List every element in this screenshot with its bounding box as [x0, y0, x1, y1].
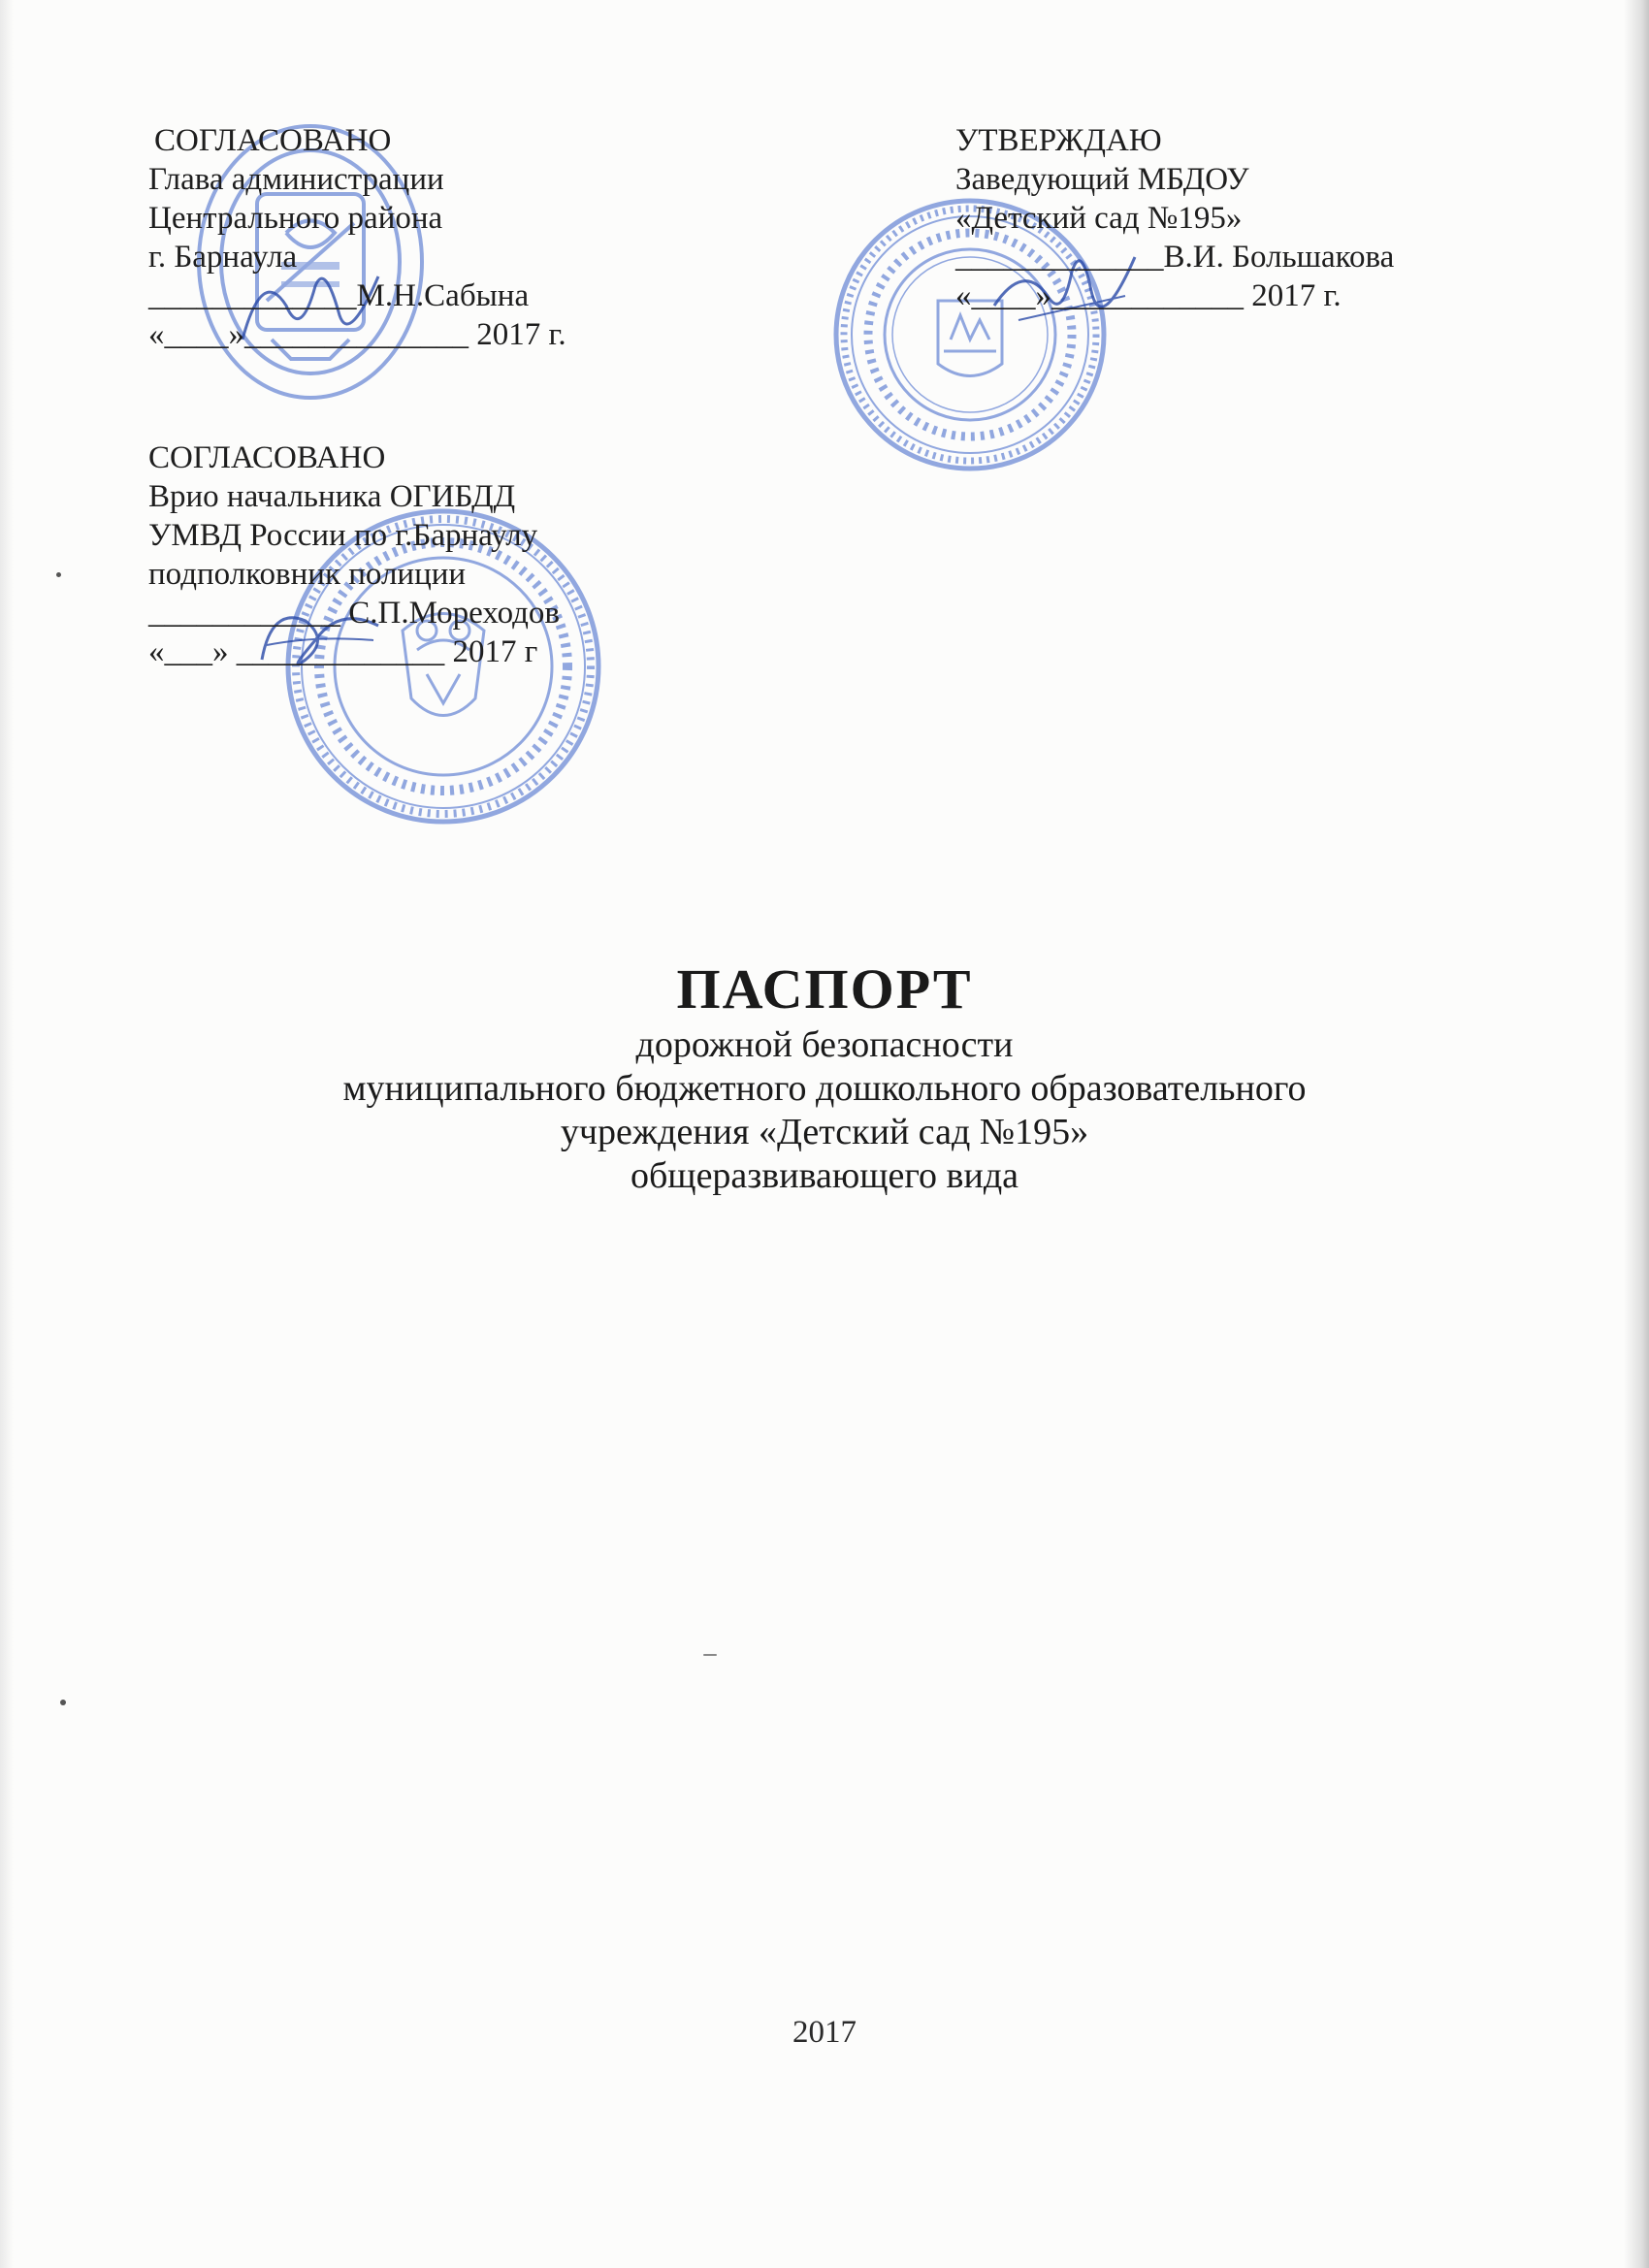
approval-signature-line: ____________ С.П.Мореходов — [148, 596, 560, 631]
approval-block-traffic-police — [148, 438, 560, 671]
approval-block-administration — [148, 121, 566, 354]
scan-speck — [60, 1700, 66, 1705]
document-year: 2017 — [792, 2015, 857, 2050]
approval-position: г. Барнаула — [148, 240, 298, 275]
approval-heading: СОГЛАСОВАНО — [148, 440, 386, 475]
approval-date-line: «____»______________ 2017 г. — [148, 317, 566, 352]
document-title: ПАСПОРТ — [676, 957, 973, 1021]
approval-heading: СОГЛАСОВАНО — [154, 123, 392, 158]
approval-position: УМВД России по г.Барнаулу — [148, 518, 538, 553]
document-subtitle: дорожной безопасности — [635, 1024, 1014, 1065]
approval-signature-line: _____________В.И. Большакова — [955, 240, 1395, 275]
approval-position: Центрального района — [148, 201, 443, 236]
document-title-block — [0, 956, 1649, 1198]
approval-date-line: «____»____________ 2017 г. — [955, 278, 1342, 313]
approval-position: Глава администрации — [148, 162, 444, 197]
approval-signature-line: _____________М.Н.Сабына — [148, 278, 530, 313]
approval-position: «Детский сад №195» — [955, 201, 1243, 236]
approval-position: Заведующий МБДОУ — [955, 162, 1249, 197]
document-subtitle: общеразвивающего вида — [630, 1155, 1019, 1196]
scan-speck — [703, 1654, 717, 1656]
document-subtitle: учреждения «Детский сад №195» — [560, 1112, 1089, 1152]
approval-date-line: «___» _____________ 2017 г — [148, 634, 538, 669]
approval-heading: УТВЕРЖДАЮ — [955, 123, 1162, 158]
approval-block-head — [955, 121, 1394, 315]
approval-position: Врио начальника ОГИБДД — [148, 479, 516, 514]
document-subtitle: муниципального бюджетного дошкольного образовательного — [342, 1068, 1307, 1109]
approval-position: подполковник полиции — [148, 557, 467, 592]
scan-speck — [56, 572, 61, 577]
